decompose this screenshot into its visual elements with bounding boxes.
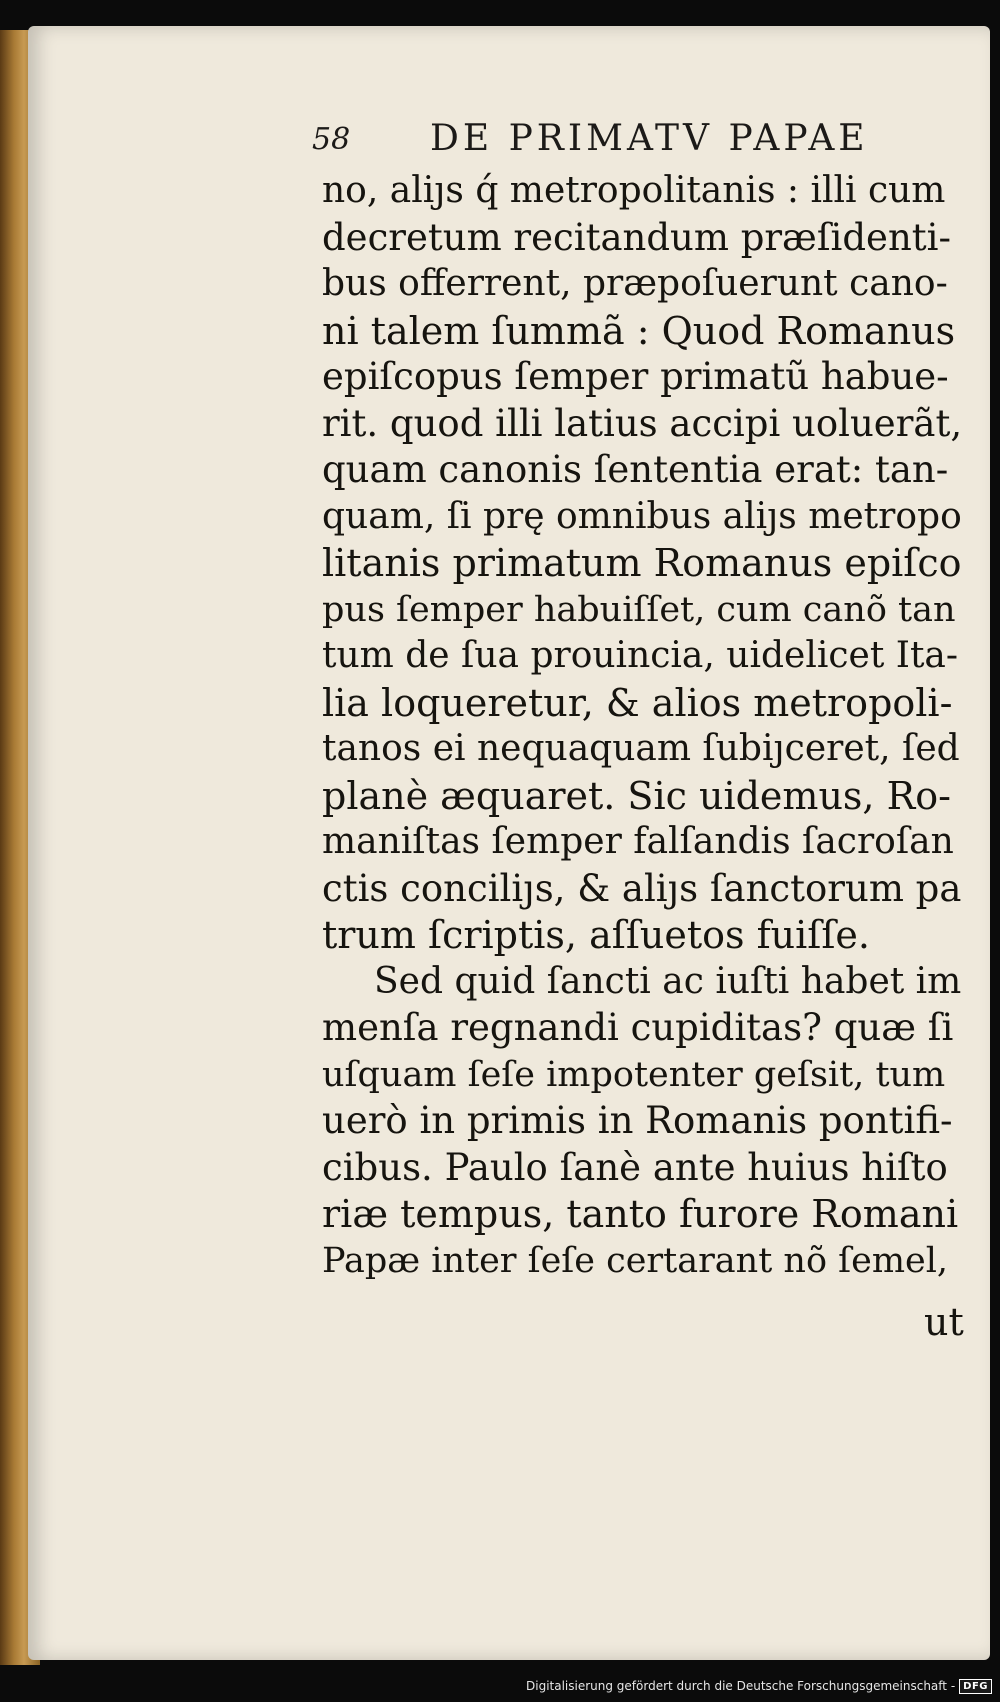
- text-line: epiſcopus ſemper primatũ habue-: [322, 355, 949, 398]
- text-line: riæ tempus, tanto furore Romani: [322, 1192, 959, 1236]
- text-line: planè æquaret. Sic uidemus, Ro-: [322, 773, 951, 818]
- dfg-logo: DFG: [959, 1679, 992, 1694]
- text-line: trum ſcriptis, aſſuetos fuiſſe.: [322, 913, 870, 957]
- running-title: DE PRIMATV PAPAE: [430, 118, 869, 159]
- page-number: 58: [312, 122, 351, 157]
- text-line: menſa regnandi cupiditas? quæ ſi: [322, 1006, 954, 1049]
- text-line: cibus. Paulo ſanè ante huius hiſto: [322, 1145, 948, 1189]
- text-line: pus ſemper habuiſſet, cum canõ tan: [322, 589, 956, 630]
- text-line-paragraph-start: Sed quid ſancti ac iuſti habet im: [374, 960, 962, 1002]
- text-line: ni talem ſummã : Quod Romanus: [322, 308, 956, 353]
- text-line: quam canonis ſententia erat: tan-: [322, 448, 949, 491]
- footer-credit: Digitalisierung gefördert durch die Deutsche Forschungsgemeinschaft -: [526, 1679, 956, 1693]
- text-line: tum de ſua prouincia, uidelicet Ita-: [322, 635, 959, 676]
- text-line: rit. quod illi latius accipi uoluerãt,: [322, 401, 963, 445]
- text-line: tanos ei nequaquam ſubiȷceret, ſed: [322, 728, 960, 769]
- text-block: [322, 168, 962, 1284]
- text-line: decretum recitandum præſidenti-: [322, 215, 951, 259]
- catchword: ut: [924, 1300, 964, 1344]
- text-line: litanis primatum Romanus epiſco: [322, 541, 962, 585]
- text-line: lia loqueretur, & alios metropoli-: [322, 680, 953, 725]
- text-line: no, aliȷs q́ metropolitanis : illi cum: [322, 170, 946, 211]
- text-line: bus offerrent, præpoſuerunt cano-: [322, 263, 948, 304]
- text-line: quam, ſi prę omnibus aliȷs metropo: [322, 495, 962, 537]
- running-head: [312, 118, 892, 168]
- digitization-footer: [526, 1676, 992, 1696]
- text-line: Papæ inter ſeſe certarant nõ ſemel,: [322, 1240, 949, 1281]
- text-line: uſquam ſeſe impotenter geſsit, tum: [322, 1054, 946, 1095]
- text-line: uerò in primis in Romanis pontifi-: [322, 1099, 953, 1142]
- text-line: maniſtas ſemper falſandis ſacroſan: [322, 821, 954, 862]
- text-line: ctis conciliȷs, & aliȷs ſanctorum pa: [322, 866, 962, 910]
